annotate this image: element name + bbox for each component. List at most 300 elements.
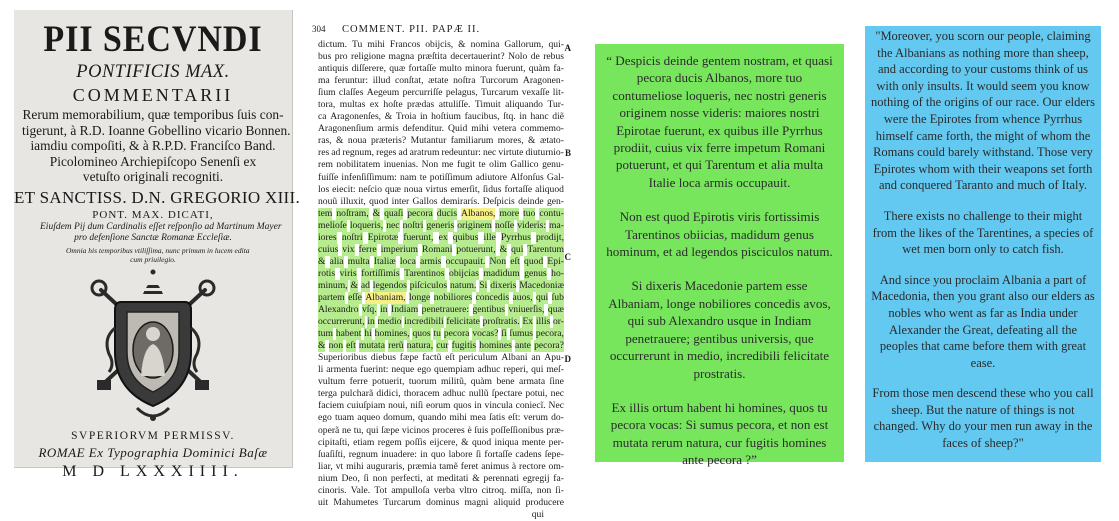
- text-word: familiarum: [450, 135, 494, 147]
- text-word: &: [318, 255, 326, 267]
- text-word: fuerunt,: [495, 63, 526, 75]
- text-word: ego: [417, 364, 432, 376]
- text-word: ſatis: [489, 412, 506, 424]
- text-line: [318, 412, 564, 424]
- text-word: poſſis: [405, 436, 427, 448]
- text-line: [318, 232, 564, 244]
- page-number: 304: [312, 24, 326, 34]
- text-word: labore: [448, 448, 473, 460]
- text-word: hoſte: [383, 99, 403, 111]
- text-word: dominus: [426, 496, 460, 508]
- text-line: [318, 159, 564, 171]
- text-word: cinoris.: [318, 484, 347, 496]
- text-word: regnum: [348, 448, 379, 460]
- text-word: Apu-: [544, 352, 564, 364]
- text-word: vſq.: [361, 304, 377, 316]
- text-word: per-: [548, 436, 564, 448]
- text-word: Tur-: [547, 99, 564, 111]
- text-word: homines,: [374, 328, 410, 340]
- text-word: coniecĩ.: [515, 400, 546, 412]
- text-word: los: [318, 183, 330, 195]
- text-word: fortaſſe: [484, 448, 513, 460]
- text-word: adhuc: [477, 364, 501, 376]
- text-word: ſuis: [474, 424, 489, 436]
- text-word: regnum,: [342, 147, 375, 159]
- text-word: &: [472, 472, 480, 484]
- text-word: nium: [318, 472, 338, 484]
- dedication-line: ET SANCTISS. D.N. GREGORIO XIII.: [14, 187, 301, 207]
- text-word: decertauerint?: [450, 51, 505, 63]
- text-line: [318, 388, 564, 400]
- text-word: potui,: [525, 388, 548, 400]
- text-word: quod: [471, 436, 492, 448]
- text-word: ferre: [358, 243, 377, 255]
- text-word: eijcere,: [429, 436, 458, 448]
- text-word: non: [372, 472, 388, 484]
- text-word: incredibili: [404, 316, 444, 328]
- text-word: meditati: [437, 472, 469, 484]
- text-word: eiecit:: [332, 183, 356, 195]
- text-word: producere: [525, 496, 564, 508]
- text-word: eſſe: [348, 291, 362, 303]
- text-word: medio: [377, 316, 402, 328]
- text-word: Troia: [395, 111, 417, 123]
- text-word: præſtita: [417, 51, 447, 63]
- text-word: genu-: [542, 159, 564, 171]
- text-word: fuerint:: [360, 364, 389, 376]
- text-line: [318, 111, 564, 123]
- text-word: tamẽ: [439, 460, 458, 472]
- text-word: Quid: [448, 123, 468, 135]
- text-word: hanc: [530, 111, 549, 123]
- text-word: præ-: [546, 424, 564, 436]
- text-word: in: [419, 111, 428, 123]
- text-word: multas: [339, 99, 366, 111]
- text-word: inuenias.: [383, 159, 419, 171]
- text-word: antiquis: [318, 63, 349, 75]
- text-word: eorum: [426, 400, 451, 412]
- text-word: Romani: [422, 243, 453, 255]
- privilege-note-line: Omnia his temporibus vtiliſſima, nunc primum in lucem edita: [66, 245, 250, 255]
- text-word: armis: [377, 123, 399, 135]
- text-word: inuadere:: [381, 448, 417, 460]
- text-line: [318, 316, 564, 328]
- text-word: cadens: [515, 448, 542, 460]
- text-line: [318, 352, 564, 364]
- text-word: demirarís.: [440, 195, 480, 207]
- text-word: lit-: [552, 87, 564, 99]
- text-line: [318, 292, 564, 304]
- text-word: ſi: [363, 472, 369, 484]
- text-word: mihi: [471, 123, 489, 135]
- text-word: hoſtium: [431, 111, 461, 123]
- text-word: &: [384, 111, 393, 123]
- text-word: fa-: [553, 472, 564, 484]
- text-word: virtute: [498, 147, 524, 159]
- text-word: te: [419, 171, 427, 183]
- text-line: [318, 63, 564, 75]
- text-word: mea: [470, 412, 486, 424]
- text-word: Epirotæ: [367, 231, 399, 243]
- text-word: vincula: [484, 400, 513, 412]
- text-word: fugitis: [451, 340, 477, 352]
- text-word: Alexandro: [318, 304, 359, 316]
- margin-letter: A: [564, 43, 571, 53]
- text-word: ne: [341, 424, 352, 436]
- text-word: faciem: [318, 400, 345, 412]
- text-word: Macedoniæ: [519, 279, 564, 291]
- text-word: rem: [318, 159, 333, 171]
- text-line: [318, 123, 564, 135]
- text-word: verum: [523, 412, 548, 424]
- text-word: Tarentinos: [404, 267, 445, 279]
- text-word: ſine: [549, 376, 564, 388]
- text-word: diuturnio-: [525, 147, 564, 159]
- text-word: Si: [479, 279, 488, 291]
- text-word: in: [474, 400, 482, 412]
- text-word: fortaſſe: [504, 183, 533, 195]
- text-word: illuxit,: [340, 195, 366, 207]
- text-word: minum,: [318, 279, 348, 291]
- text-word: cuius: [318, 243, 339, 255]
- text-word: tu: [433, 328, 441, 340]
- text-word: multo: [439, 63, 462, 75]
- text-word: quàm: [470, 376, 493, 388]
- text-word: à: [511, 460, 517, 472]
- text-word: Aragonenſes,: [330, 111, 382, 123]
- text-word: Ex: [522, 316, 534, 328]
- text-word: Turcarum: [480, 87, 519, 99]
- text-word: mente: [521, 436, 546, 448]
- title-page-scan: [14, 10, 301, 480]
- text-word: Tarentum: [527, 243, 564, 255]
- text-word: vix: [342, 243, 355, 255]
- text-word: Francos: [389, 39, 421, 50]
- text-line: [318, 280, 564, 292]
- text-word: magni: [464, 496, 489, 508]
- text-word: Epi-: [547, 255, 564, 267]
- text-word: quos: [412, 328, 431, 340]
- text-word: noſtri: [402, 219, 424, 231]
- text-line: [318, 256, 564, 268]
- text-word: legendos: [372, 279, 407, 291]
- printer-line: ROMAE Ex Typographia Dominici Baſæ: [38, 444, 268, 460]
- text-word: &: [499, 243, 508, 255]
- text-word: Aegeum: [366, 87, 400, 99]
- text-line: [318, 99, 564, 111]
- text-word: natum.: [450, 279, 477, 291]
- text-word: auos,: [512, 291, 533, 303]
- text-word: aratrum: [409, 147, 440, 159]
- margin-letter: D: [564, 354, 571, 364]
- text-word: ma: [318, 75, 330, 87]
- text-word: Gallos: [412, 195, 438, 207]
- text-word: periculum: [458, 352, 498, 364]
- text-word: ſidus: [482, 183, 502, 195]
- title-desc-line: vetuſto originali recogniti.: [82, 169, 224, 184]
- text-word: olim: [489, 159, 507, 171]
- text-word: vicinos: [401, 424, 430, 436]
- text-word: thoracem: [403, 388, 440, 400]
- text-word: ex: [369, 99, 379, 111]
- text-word: qui: [531, 364, 544, 376]
- text-word: longe: [409, 291, 431, 303]
- text-word: Albani: [501, 352, 528, 364]
- text-word: neſcio: [358, 183, 382, 195]
- text-word: cuiuſpiam: [346, 400, 386, 412]
- text-word: potiſſimum: [429, 171, 473, 183]
- text-word: conſtat,: [394, 75, 424, 87]
- text-word: piſciculos: [409, 279, 448, 291]
- text-word: nobiliores: [433, 291, 473, 303]
- text-word: qui: [366, 424, 379, 436]
- text-word: noua: [403, 183, 423, 195]
- text-word: multa: [347, 255, 370, 267]
- text-word: prædas: [407, 99, 435, 111]
- text-word: proſtratis.: [482, 316, 520, 328]
- text-word: or-: [552, 316, 564, 328]
- text-word: ante: [514, 340, 531, 352]
- text-word: ſtq.: [503, 111, 516, 123]
- title-desc-line: iamdiu compoſiti, & à R.P.D. Franciſco Band.: [30, 138, 276, 153]
- text-word: præmia: [407, 460, 437, 472]
- text-word: fæpe: [399, 352, 419, 364]
- text-word: Non: [421, 159, 439, 171]
- text-word: Nec: [548, 400, 564, 412]
- text-word: citroq.: [481, 484, 507, 496]
- text-word: ego: [318, 412, 332, 424]
- english-paragraph: From those men descend these who you call sheep. But the nature of things is not changed. Why do your men run away in the faces of sheep?": [872, 386, 1094, 451]
- text-word: ras,: [318, 135, 332, 147]
- book-commentarii: COMMENTARII: [72, 85, 234, 105]
- text-word: Deſpicis: [482, 195, 515, 207]
- text-word: aqueo: [357, 412, 381, 424]
- text-word: religione: [351, 51, 386, 63]
- text-word: poſſeſſionibus: [490, 424, 544, 436]
- text-line: [318, 184, 564, 196]
- text-word: fuerunt,: [403, 231, 434, 243]
- text-word: iores: [318, 231, 337, 243]
- text-word: factũ: [422, 352, 442, 364]
- text-word: non: [328, 340, 343, 352]
- text-word: originem: [457, 219, 492, 231]
- privilege-note: [66, 245, 250, 264]
- text-word: do-: [551, 412, 564, 424]
- text-word: etiam: [353, 436, 375, 448]
- text-word: potuerit,: [372, 376, 405, 388]
- text-word: noua: [347, 135, 367, 147]
- text-word: pulcharã: [340, 388, 374, 400]
- text-word: nouũ: [318, 195, 338, 207]
- text-word: vltro: [459, 484, 478, 496]
- text-line: [318, 473, 564, 485]
- text-word: adhuc: [442, 388, 466, 400]
- text-word: diebus: [370, 352, 396, 364]
- latin-paragraph: “ Despicis deinde gentem nostram, et quasi pecora ducis Albanos, more tuo contumeliose loqueris, nec nostri generis originem nosse videris: maiores nostri Epirotae fuerunt, ex quibus ille Pyrrhus prodiit, cuius vix ferre impetum Romani potuerunt, et qui Tarentum et alia multa Italie loca armis occupauit.: [606, 53, 833, 190]
- text-word: Vale.: [350, 484, 371, 496]
- text-word: eſt: [510, 255, 520, 267]
- text-word: diẽ: [552, 111, 564, 123]
- text-word: potuerunt,: [456, 243, 496, 255]
- text-word: &: [336, 135, 344, 147]
- text-line: [318, 39, 564, 51]
- text-word: ſuaſiſti,: [318, 448, 346, 460]
- text-word: quæ: [547, 304, 564, 316]
- text-word: vetera: [492, 123, 517, 135]
- text-word: occupauit.: [445, 255, 486, 267]
- text-word: tu,: [353, 424, 364, 436]
- text-word: ſi: [475, 448, 482, 460]
- text-word: niſi: [410, 400, 424, 412]
- text-word: ſæpe: [381, 424, 400, 436]
- text-word: res: [318, 147, 330, 159]
- text-word: bene: [496, 376, 515, 388]
- text-word: noſtri: [341, 231, 363, 243]
- margin-letter: B: [564, 148, 571, 158]
- text-word: ducis: [436, 207, 458, 219]
- text-word: deinde: [518, 195, 544, 207]
- text-line: [318, 400, 564, 412]
- text-word: in: [380, 304, 388, 316]
- text-word: tora,: [318, 99, 336, 111]
- text-word: diſſerere,: [351, 63, 386, 75]
- text-line: [318, 340, 564, 352]
- text-word: ca: [318, 111, 327, 123]
- text-word: feruntur:: [334, 75, 368, 87]
- text-line: [318, 449, 564, 461]
- text-line: [318, 268, 564, 280]
- response-note-line: Eiuſdem Pij dum Cardinalis eſſet reſponſio ad Martinum Mayer: [40, 221, 282, 232]
- text-word: homines: [479, 340, 512, 352]
- text-word: Nolo: [508, 51, 528, 63]
- text-word: ſium: [318, 87, 336, 99]
- text-word: occurrerunt,: [318, 316, 365, 328]
- text-word: iniqua: [494, 436, 519, 448]
- text-word: inter: [391, 195, 410, 207]
- text-line: [318, 364, 564, 376]
- text-line: [318, 244, 564, 256]
- text-word: &: [528, 135, 536, 147]
- text-word: claſſes: [338, 87, 364, 99]
- text-word: Albanos,: [461, 207, 496, 219]
- text-word: quàm: [528, 63, 551, 75]
- english-paragraph: And since you proclaim Albania a part of Macedonia, then you grant also our elders as nobles who went as far as India under Alexander the Great, defeating all the peoples that came before them with great ease.: [871, 272, 1095, 370]
- text-word: quo: [430, 448, 446, 460]
- text-word: pecora: [407, 207, 433, 219]
- text-word: quando: [418, 412, 447, 424]
- text-word: terga: [318, 388, 338, 400]
- text-word: felicitate: [446, 316, 480, 328]
- text-word: gen-: [546, 195, 564, 207]
- text-word: Italiæ: [373, 255, 396, 267]
- text-word: meſ-: [546, 364, 564, 376]
- text-word: ſumus: [509, 328, 534, 340]
- text-word: Turcorum: [480, 75, 519, 87]
- text-word: mihi: [346, 460, 364, 472]
- papal-coat-of-arms-emblem: [87, 268, 219, 426]
- text-word: non: [536, 484, 552, 496]
- text-word: Superioribus: [318, 352, 368, 364]
- text-word: Gallorum,: [504, 39, 544, 50]
- text-word: pecora?: [534, 340, 564, 352]
- text-word: Gal-: [546, 171, 564, 183]
- text-word: aliquando: [505, 99, 543, 111]
- text-word: fa-: [553, 63, 564, 75]
- text-line: [318, 509, 564, 521]
- text-word: contu-: [539, 207, 564, 219]
- text-line: [318, 437, 564, 449]
- text-word: hi: [364, 328, 372, 340]
- text-word: nullũ: [468, 388, 489, 400]
- text-word: miſſa,: [510, 484, 533, 496]
- text-word: ætate: [428, 75, 449, 87]
- text-line: [318, 425, 564, 437]
- text-word: vultum: [318, 376, 346, 388]
- text-word: quod: [369, 195, 389, 207]
- text-word: ætato-: [539, 135, 564, 147]
- text-word: ad: [398, 147, 408, 159]
- text-word: illis: [535, 316, 551, 328]
- text-word: uit: [318, 496, 329, 508]
- text-word: de: [530, 51, 540, 63]
- text-word: om-: [548, 460, 564, 472]
- text-word: armenta: [326, 364, 358, 376]
- text-word: fugit: [457, 159, 476, 171]
- text-word: perennati: [483, 472, 520, 484]
- text-word: eſt: [346, 340, 356, 352]
- text-word: vocas?: [472, 328, 499, 340]
- page-header: [310, 24, 572, 38]
- text-word: me: [441, 159, 454, 171]
- text-word: mihi: [367, 39, 385, 50]
- text-word: animus: [481, 460, 509, 472]
- text-line: [318, 75, 564, 87]
- title-desc-line: tigerunt, à R.D. Ioanne Gobellino vicario Bonnen.: [22, 122, 291, 138]
- text-word: in: [420, 448, 428, 460]
- text-word: dixeris: [490, 279, 517, 291]
- text-word: cur: [436, 340, 449, 352]
- text-word: Mahumetes: [333, 496, 379, 508]
- text-word: quempiam: [434, 364, 475, 376]
- text-line: [318, 208, 564, 220]
- text-word: reges: [376, 147, 397, 159]
- privilege-note-line: cum priuilegio.: [130, 254, 176, 264]
- text-line: [318, 147, 564, 159]
- text-word: nobilitatem: [336, 159, 381, 171]
- text-line: [318, 220, 564, 232]
- text-word: fuiſſe: [318, 171, 339, 183]
- title-description: [22, 107, 291, 185]
- text-word: ſpectare: [491, 388, 523, 400]
- text-word: ad: [331, 147, 341, 159]
- running-head: COMMENT. PII. PAPÆ II.: [342, 24, 481, 35]
- text-word: attuliſſe.: [438, 99, 471, 111]
- text-word: vniuerſis,: [508, 304, 545, 316]
- text-word: cipitaſti,: [318, 436, 350, 448]
- text-word: in: [519, 111, 527, 123]
- text-word: natura,: [406, 340, 434, 352]
- title-desc-line: Rerum memorabilium, quæ temporibus ſuis con-: [22, 107, 284, 122]
- text-word: rebus: [543, 51, 564, 63]
- text-word: quos: [453, 400, 472, 412]
- text-word: te: [478, 159, 486, 171]
- text-word: perfecti,: [390, 472, 423, 484]
- text-word: melioſe: [318, 219, 347, 231]
- text-word: at: [426, 472, 434, 484]
- text-word: militũ,: [440, 376, 467, 388]
- title-desc-line: Picolomineo Archiepiſcopo Senenſi ex: [49, 153, 257, 169]
- text-line: [318, 304, 564, 316]
